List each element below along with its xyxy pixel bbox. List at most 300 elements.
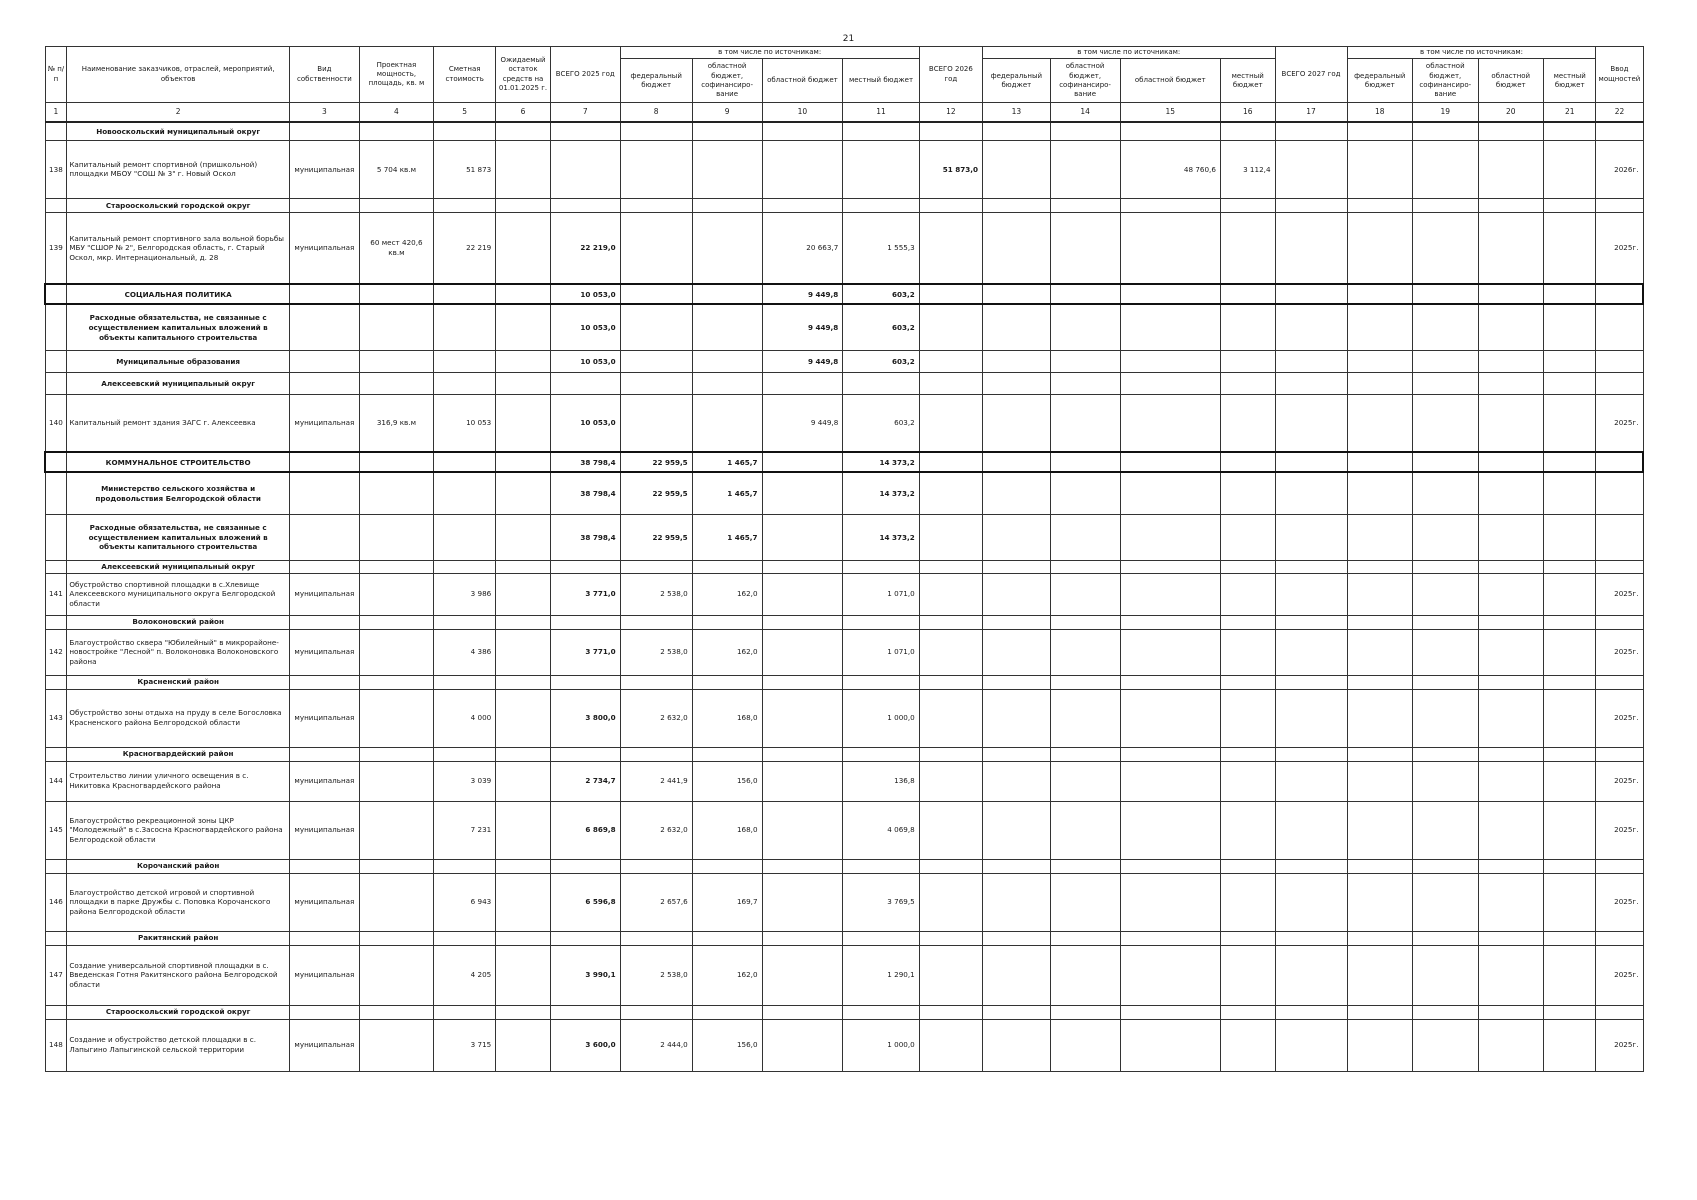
cell-own [289,514,359,560]
cell-t2026 [919,372,982,394]
cell-f2027 [1347,122,1412,140]
cell-own: муниципальная [289,140,359,198]
cell-name: Создание и обустройство детской площадки в с. Лапыгино Лапыгинской сельской территории [67,1019,290,1071]
cell-c2027 [1413,372,1478,394]
cell-f2025 [620,212,692,284]
cell-rem [496,140,551,198]
cell-t2026 [919,859,982,873]
cell-r2025 [762,761,843,801]
cell-t2025: 3 800,0 [550,689,620,747]
cell-l2027 [1544,801,1596,859]
cell-f2027 [1347,945,1412,1005]
cell-r2026 [1120,931,1220,945]
cell-t2026 [919,122,982,140]
cell-cap [359,350,433,372]
cell-r2026 [1120,801,1220,859]
cell-l2027 [1544,931,1596,945]
cell-rem [496,198,551,212]
cell-t2025: 10 053,0 [550,304,620,350]
cell-rem [496,472,551,514]
header-total-2025: ВСЕГО 2025 год [550,47,620,103]
cell-c2027 [1413,945,1478,1005]
cell-t2026 [919,675,982,689]
cell-l2027 [1544,615,1596,629]
header-commission: Ввод мощностей [1596,47,1643,103]
cell-f2025: 2 441,9 [620,761,692,801]
cell-r2027 [1478,1019,1543,1071]
cell-f2026 [983,514,1051,560]
cell-l2027 [1544,689,1596,747]
cell-l2025: 14 373,2 [843,472,919,514]
cell-no: 139 [45,212,67,284]
cell-cap [359,945,433,1005]
cell-cap [359,514,433,560]
cell-l2025: 1 290,1 [843,945,919,1005]
cell-comm: 2025г. [1596,394,1643,452]
cell-t2026 [919,573,982,615]
cell-r2025 [762,629,843,675]
cell-r2025 [762,747,843,761]
cell-r2027 [1478,514,1543,560]
cell-t2027 [1275,472,1347,514]
cell-t2025 [550,198,620,212]
cell-f2027 [1347,350,1412,372]
cell-r2026 [1120,761,1220,801]
header-sources-2027: в том числе по источникам: [1347,47,1596,59]
cell-f2026 [983,560,1051,573]
cell-r2027 [1478,122,1543,140]
column-number: 16 [1220,103,1275,123]
cell-f2025 [620,304,692,350]
cell-own: муниципальная [289,761,359,801]
cell-no [45,675,67,689]
cell-est [434,350,496,372]
table-row [45,761,1643,801]
cell-t2026 [919,1005,982,1019]
cell-f2027 [1347,394,1412,452]
cell-r2026 [1120,212,1220,284]
cell-f2025 [620,372,692,394]
cell-c2025 [692,304,762,350]
cell-c2026 [1050,212,1120,284]
cell-r2025 [762,1005,843,1019]
cell-t2026 [919,452,982,472]
cell-own [289,931,359,945]
cell-c2027 [1413,615,1478,629]
cell-cap [359,689,433,747]
cell-no [45,1005,67,1019]
district-heading-row [45,931,1643,945]
cell-l2027 [1544,122,1596,140]
cell-no: 147 [45,945,67,1005]
cell-comm: 2025г. [1596,873,1643,931]
cell-rem [496,747,551,761]
cell-r2025 [762,122,843,140]
cell-t2026 [919,801,982,859]
cell-l2025: 14 373,2 [843,514,919,560]
cell-r2025 [762,514,843,560]
cell-r2027 [1478,304,1543,350]
cell-comm [1596,284,1643,304]
cell-l2027 [1544,1005,1596,1019]
cell-rem [496,945,551,1005]
cell-l2025: 603,2 [843,394,919,452]
cell-r2027 [1478,945,1543,1005]
table-row [45,394,1643,452]
cell-r2026 [1120,514,1220,560]
cell-f2027 [1347,1019,1412,1071]
cell-cap [359,304,433,350]
cell-c2026 [1050,560,1120,573]
cell-r2027 [1478,198,1543,212]
cell-name: Капитальный ремонт спортивной (пришкольной) площадки МБОУ "СОШ № 3" г. Новый Оскол [67,140,290,198]
cell-l2026 [1220,945,1275,1005]
cell-f2027 [1347,615,1412,629]
cell-r2027 [1478,931,1543,945]
cell-r2025 [762,615,843,629]
cell-l2027 [1544,394,1596,452]
cell-rem [496,629,551,675]
cell-own: муниципальная [289,801,359,859]
cell-t2027 [1275,284,1347,304]
cell-t2025: 2 734,7 [550,761,620,801]
cell-own [289,859,359,873]
cell-l2025: 1 000,0 [843,1019,919,1071]
cell-c2025 [692,372,762,394]
cell-l2027 [1544,350,1596,372]
cell-cap [359,931,433,945]
cell-t2025: 38 798,4 [550,452,620,472]
cell-t2027 [1275,350,1347,372]
cell-f2027 [1347,372,1412,394]
cell-est [434,284,496,304]
cell-c2025 [692,1005,762,1019]
district-heading-row [45,859,1643,873]
column-number: 14 [1050,103,1120,123]
cell-l2025: 1 000,0 [843,689,919,747]
cell-f2027 [1347,452,1412,472]
column-number: 18 [1347,103,1412,123]
cell-name: Благоустройство детской игровой и спортивной площадки в парке Дружбы с. Поповка Корочанского района Белгородской области [67,873,290,931]
subtotal-row [45,472,1643,514]
cell-r2026: 48 760,6 [1120,140,1220,198]
cell-r2026 [1120,1005,1220,1019]
cell-no [45,615,67,629]
cell-est: 22 219 [434,212,496,284]
cell-c2027 [1413,761,1478,801]
cell-rem [496,675,551,689]
cell-f2027 [1347,198,1412,212]
cell-cap [359,573,433,615]
cell-t2027 [1275,1005,1347,1019]
cell-t2025: 38 798,4 [550,472,620,514]
cell-f2025: 22 959,5 [620,472,692,514]
column-number: 17 [1275,103,1347,123]
cell-c2025 [692,212,762,284]
subtotal-row [45,350,1643,372]
cell-f2025 [620,859,692,873]
cell-c2025 [692,350,762,372]
cell-est [434,747,496,761]
column-number: 4 [359,103,433,123]
cell-c2027 [1413,452,1478,472]
cell-t2025 [550,615,620,629]
cell-l2025 [843,615,919,629]
cell-l2026 [1220,1005,1275,1019]
cell-f2027 [1347,801,1412,859]
cell-f2026 [983,452,1051,472]
district-heading-row [45,122,1643,140]
cell-t2026 [919,945,982,1005]
cell-comm: 2025г. [1596,689,1643,747]
cell-r2027 [1478,350,1543,372]
cell-r2026 [1120,394,1220,452]
cell-r2027 [1478,761,1543,801]
table-row [45,212,1643,284]
cell-c2027 [1413,931,1478,945]
cell-l2027 [1544,212,1596,284]
cell-l2025: 4 069,8 [843,801,919,859]
cell-est [434,514,496,560]
cell-r2026 [1120,945,1220,1005]
cell-c2026 [1050,675,1120,689]
cell-c2027 [1413,689,1478,747]
cell-f2026 [983,122,1051,140]
cell-cap [359,452,433,472]
cell-c2026 [1050,689,1120,747]
cell-own [289,1005,359,1019]
cell-f2027 [1347,689,1412,747]
cell-no: 144 [45,761,67,801]
cell-t2027 [1275,394,1347,452]
cell-f2025: 2 632,0 [620,801,692,859]
cell-t2027 [1275,514,1347,560]
header-ownership: Вид собственности [289,47,359,103]
cell-cap [359,198,433,212]
cell-l2025: 136,8 [843,761,919,801]
cell-f2026 [983,747,1051,761]
district-heading-row [45,560,1643,573]
cell-l2027 [1544,372,1596,394]
cell-name: Расходные обязательства, не связанные с осуществлением капитальных вложений в объекты капитального строительства [67,514,290,560]
cell-c2025: 169,7 [692,873,762,931]
cell-f2026 [983,629,1051,675]
cell-r2025 [762,931,843,945]
header-regional-2027: областной бюджет [1478,59,1543,103]
cell-r2025: 9 449,8 [762,284,843,304]
cell-l2027 [1544,629,1596,675]
cell-r2025: 9 449,8 [762,394,843,452]
cell-no [45,304,67,350]
column-number: 1 [45,103,67,123]
cell-l2026 [1220,372,1275,394]
cell-name: Ракитянский район [67,931,290,945]
cell-c2027 [1413,747,1478,761]
cell-est [434,452,496,472]
cell-est [434,1005,496,1019]
cell-c2026 [1050,629,1120,675]
cell-c2025 [692,198,762,212]
cell-rem [496,615,551,629]
cell-own: муниципальная [289,689,359,747]
cell-f2026 [983,801,1051,859]
page-number: 21 [842,34,855,44]
cell-comm [1596,560,1643,573]
cell-no [45,931,67,945]
cell-l2026 [1220,761,1275,801]
cell-comm [1596,350,1643,372]
table-row [45,873,1643,931]
cell-rem [496,394,551,452]
section-total-row [45,452,1643,472]
cell-own: муниципальная [289,873,359,931]
cell-no [45,514,67,560]
cell-est [434,615,496,629]
cell-r2027 [1478,689,1543,747]
cell-cap [359,747,433,761]
cell-t2027 [1275,1019,1347,1071]
cell-t2027 [1275,761,1347,801]
table-row [45,140,1643,198]
cell-c2026 [1050,122,1120,140]
cell-t2025 [550,859,620,873]
cell-comm [1596,198,1643,212]
cell-own [289,304,359,350]
cell-l2026 [1220,284,1275,304]
cell-r2027 [1478,675,1543,689]
cell-l2025 [843,372,919,394]
cell-l2026 [1220,514,1275,560]
cell-c2026 [1050,873,1120,931]
cell-t2025 [550,140,620,198]
header-local-2026: местный бюджет [1220,59,1275,103]
cell-no [45,372,67,394]
cell-r2027 [1478,212,1543,284]
cell-t2026: 51 873,0 [919,140,982,198]
cell-est: 4 386 [434,629,496,675]
cell-cap [359,629,433,675]
cell-rem [496,801,551,859]
table-body [45,122,1643,1071]
cell-f2027 [1347,675,1412,689]
cell-l2027 [1544,198,1596,212]
budget-table [44,46,1644,1072]
cell-l2025 [843,560,919,573]
cell-r2025 [762,198,843,212]
cell-c2026 [1050,573,1120,615]
cell-rem [496,873,551,931]
column-number: 19 [1413,103,1478,123]
cell-c2027 [1413,198,1478,212]
cell-f2026 [983,615,1051,629]
cell-name: Расходные обязательства, не связанные с осуществлением капитальных вложений в объекты капитального строительства [67,304,290,350]
cell-cap [359,284,433,304]
cell-own [289,284,359,304]
cell-f2027 [1347,560,1412,573]
cell-comm: 2025г. [1596,212,1643,284]
budget-table-sheet [44,46,1644,1072]
cell-f2025: 2 538,0 [620,573,692,615]
cell-t2026 [919,1019,982,1071]
cell-l2026 [1220,615,1275,629]
cell-l2026: 3 112,4 [1220,140,1275,198]
cell-name: Обустройство зоны отдыха на пруду в селе Богословка Красненского района Белгородской области [67,689,290,747]
column-number: 15 [1120,103,1220,123]
cell-f2025: 2 657,6 [620,873,692,931]
header-local-2027: местный бюджет [1544,59,1596,103]
cell-name: Красногвардейский район [67,747,290,761]
cell-f2025: 2 538,0 [620,945,692,1005]
cell-f2026 [983,945,1051,1005]
cell-c2025: 162,0 [692,573,762,615]
cell-l2027 [1544,284,1596,304]
cell-no: 141 [45,573,67,615]
cell-own [289,372,359,394]
cell-r2026 [1120,873,1220,931]
cell-no: 142 [45,629,67,675]
cell-t2026 [919,873,982,931]
cell-f2026 [983,689,1051,747]
cell-c2027 [1413,472,1478,514]
cell-name: Старооскольский городской округ [67,198,290,212]
cell-rem [496,859,551,873]
cell-r2026 [1120,472,1220,514]
cell-c2026 [1050,514,1120,560]
cell-est: 4 000 [434,689,496,747]
cell-rem [496,1005,551,1019]
cell-l2026 [1220,198,1275,212]
column-number: 8 [620,103,692,123]
cell-c2027 [1413,140,1478,198]
cell-r2025 [762,472,843,514]
cell-r2027 [1478,472,1543,514]
cell-l2025: 603,2 [843,304,919,350]
cell-own: муниципальная [289,629,359,675]
cell-t2027 [1275,629,1347,675]
cell-r2026 [1120,689,1220,747]
cell-t2026 [919,394,982,452]
cell-own: муниципальная [289,1019,359,1071]
cell-comm [1596,615,1643,629]
cell-name: Благоустройство сквера "Юбилейный" в микрорайоне-новостройке "Лесной" п. Волоконовка Волоконовского района [67,629,290,675]
column-number: 10 [762,103,843,123]
cell-comm [1596,472,1643,514]
cell-c2025: 156,0 [692,1019,762,1071]
cell-t2025 [550,747,620,761]
cell-f2025 [620,284,692,304]
cell-own: муниципальная [289,212,359,284]
table-row [45,801,1643,859]
cell-own [289,122,359,140]
cell-l2025 [843,675,919,689]
cell-f2026 [983,212,1051,284]
cell-t2027 [1275,573,1347,615]
cell-name: Капитальный ремонт спортивного зала вольной борьбы МБУ "СШОР № 2", Белгородская область, г. Старый Оскол, мкр. Интернациональный, д. 28 [67,212,290,284]
cell-t2025: 38 798,4 [550,514,620,560]
cell-rem [496,350,551,372]
cell-no [45,859,67,873]
cell-t2025: 10 053,0 [550,284,620,304]
table-row [45,1019,1643,1071]
cell-r2026 [1120,350,1220,372]
cell-name: Обустройство спортивной площадки в с.Хлевище Алексеевского муниципального округа Белгородской области [67,573,290,615]
cell-l2027 [1544,675,1596,689]
cell-own [289,472,359,514]
cell-c2026 [1050,931,1120,945]
cell-t2027 [1275,859,1347,873]
cell-f2025 [620,675,692,689]
cell-l2026 [1220,573,1275,615]
